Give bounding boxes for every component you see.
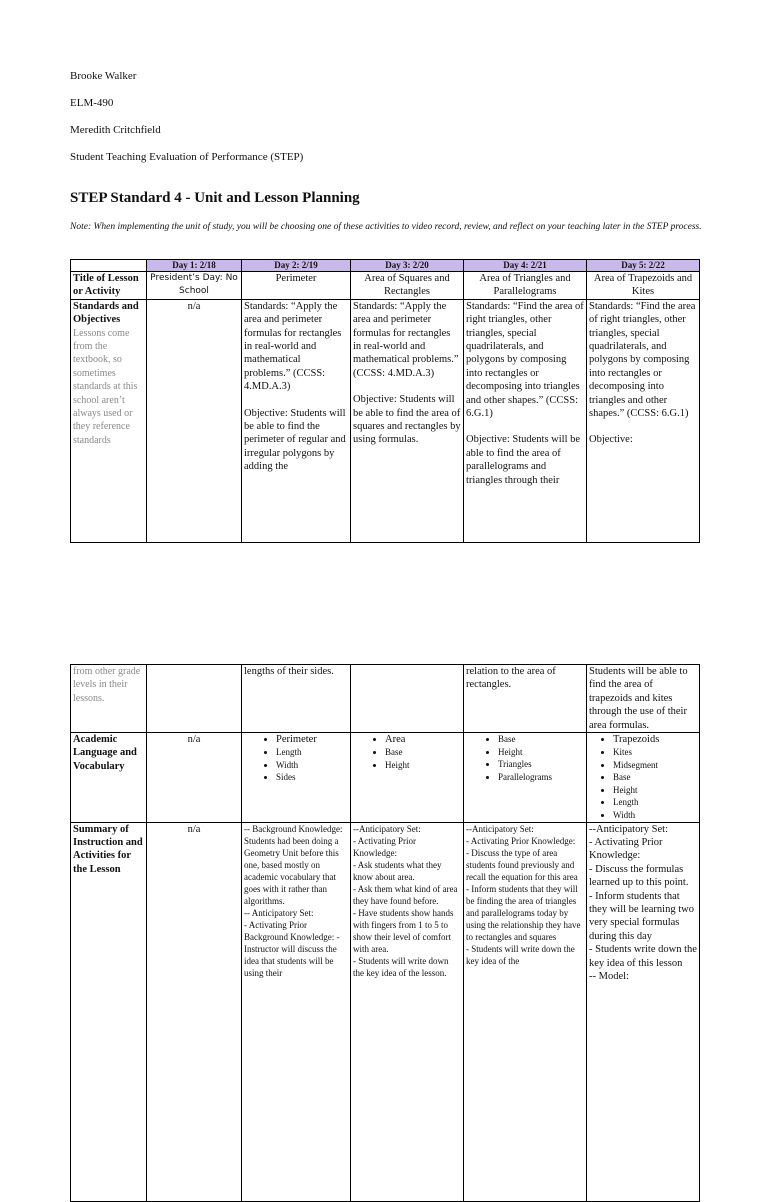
vocab-item: • Parallelograms (498, 771, 584, 784)
day-5-title: Area of Trapezoids and Kites (587, 272, 700, 300)
day-header-row (71, 260, 700, 272)
day-3-standards (351, 299, 464, 542)
vocab-item: • Trapezoids (613, 733, 697, 746)
vocabulary-row-label: Academic Language and Vocabulary (71, 733, 147, 823)
day-1-title (147, 272, 242, 300)
vocab-item: • Kites (613, 746, 697, 759)
standards-sublabel-continued: from other grade levels in their lessons. (71, 665, 147, 733)
day-5-vocabulary (587, 733, 700, 823)
vocab-item: • Sides (276, 771, 348, 784)
vocab-item: • Triangles (498, 758, 584, 771)
standards-row (71, 299, 700, 542)
day-4-vocabulary (464, 733, 587, 823)
vocab-item: • Height (498, 746, 584, 759)
day-2-standard-text: Standards: “Apply the area and perimeter formulas for rectangles in real-world and mathematical problems.” (CCSS: 4.MD.A.3) (244, 300, 342, 393)
summary-row-label: Summary of Instruction and Activities for the Lesson (71, 822, 147, 1201)
title-row-label: Title of Lesson or Activity (71, 272, 147, 300)
day-5-objective-continued: Students will be able to find the area of trapezoids and kites through the use of their area formulas. (587, 665, 700, 733)
standards-sublabel: Lessons come from the textbook, so sometimes standards at this school aren’t always used or they reference standards (73, 327, 138, 446)
day-5-standard-text: Standards: “Find the area of right triangles, other triangles, special quadrilaterals, and polygons by composing into rectangles or decomposing into triangles and other shapes.” (CCSS: 6.G.1) (589, 300, 696, 420)
note-text: Note: When implementing the unit of study, you will be choosing one of these activities to video record, review, and reflect on your teaching later in the STEP process. (70, 222, 702, 232)
vocab-item: • Length (613, 796, 697, 809)
day-3-standard-text: Standards: “Apply the area and perimeter formulas for rectangles in real-world and mathematical problems.” (CCSS: 4.MD.A.3) (353, 300, 459, 379)
day-2-vocabulary (242, 733, 351, 823)
vocab-item: • Width (613, 809, 697, 822)
day-1-summary: n/a (147, 822, 242, 1201)
summary-row (71, 822, 700, 1201)
day-2-standards (242, 299, 351, 542)
day-2-header: Day 2: 2/19 (242, 260, 351, 272)
student-name: Brooke Walker (70, 70, 137, 82)
day-5-standards (587, 299, 700, 542)
day-1-title-line-1: President’s Day: No (150, 273, 238, 283)
vocab-item: • Perimeter (276, 733, 348, 746)
day-4-title: Area of Triangles and Parallelograms (464, 272, 587, 300)
course-code: ELM-490 (70, 97, 114, 109)
day-4-standards (464, 299, 587, 542)
vocab-item: • Base (613, 771, 697, 784)
vocab-item: • Width (276, 759, 348, 772)
document-title: STEP Standard 4 - Unit and Lesson Planning (70, 190, 360, 206)
day-3-objective-continued (351, 665, 464, 733)
day-1-header: Day 1: 2/18 (147, 260, 242, 272)
standards-continued-row (71, 665, 700, 733)
vocab-item: • Height (385, 759, 461, 772)
vocabulary-row (71, 733, 700, 823)
vocab-item: • Height (613, 784, 697, 797)
day-5-header: Day 5: 2/22 (587, 260, 700, 272)
day-4-objective-continued: relation to the area of rectangles. (464, 665, 587, 733)
day-3-header: Day 3: 2/20 (351, 260, 464, 272)
day-4-header: Day 4: 2/21 (464, 260, 587, 272)
program-name: Student Teaching Evaluation of Performance (STEP) (70, 151, 304, 163)
standards-label: Standards and Objectives (73, 300, 139, 326)
day-2-summary: -- Background Knowledge: Students had been doing a Geometry Unit before this one, based mostly on academic vocabulary that goes with it rather than algorithms. -- Anticipatory Set: - Activating Prior Background Knowledge: - Instructor will discuss the idea that students will be using their (242, 822, 351, 1201)
day-2-objective-continued: lengths of their sides. (242, 665, 351, 733)
vocab-item: • Midsegment (613, 759, 697, 772)
day-2-title: Perimeter (242, 272, 351, 300)
corner-cell (71, 260, 147, 272)
day-5-summary: --Anticipatory Set: - Activating Prior Knowledge: - Discuss the formulas learned up to this point. - Inform students that they will be learning two very special formulas during this day - Students write down the key idea of this lesson -- Model: (587, 822, 700, 1201)
day-3-vocabulary (351, 733, 464, 823)
vocab-item: • Length (276, 746, 348, 759)
day-1-standards-continued (147, 665, 242, 733)
title-row (71, 272, 700, 300)
day-4-summary: --Anticipatory Set: - Activating Prior Knowledge: - Discuss the type of area students found previously and recall the equation for this area - Inform students that they will be finding the area of triangles and parallelograms today by using the relationship they have to rectangles and squares - Students will write down the key idea of the (464, 822, 587, 1201)
instructor-name: Meredith Critchfield (70, 124, 161, 136)
lesson-table-page-2 (70, 664, 700, 1202)
day-3-title: Area of Squares and Rectangles (351, 272, 464, 300)
day-4-standard-text: Standards: “Find the area of right triangles, other triangles, special quadrilaterals, and polygons by composing into rectangles or decomposing into triangles and other shapes.” (CCSS: 6.G.1) (466, 300, 584, 420)
vocab-item: • Area (385, 733, 461, 746)
day-3-objective-text: Objective: Students will be able to find the area of squares and rectangles by using formulas. (353, 394, 461, 446)
day-4-objective-text: Objective: Students will be able to find the area of parallelograms and triangles through their (466, 434, 581, 486)
day-1-standards: n/a (147, 299, 242, 542)
day-5-objective-text: Objective: (589, 434, 633, 446)
day-1-title-line-2: School (179, 286, 209, 297)
day-2-objective-text: Objective: Students will be able to find the perimeter of regular and irregular polygons by adding the (244, 407, 346, 473)
vocab-item: • Base (385, 746, 461, 759)
day-1-vocabulary: n/a (147, 733, 242, 823)
standards-row-label (71, 299, 147, 542)
lesson-table-page-1 (70, 259, 700, 543)
day-3-summary: --Anticipatory Set: - Activating Prior Knowledge: - Ask students what they know about area. - Ask them what kind of area they have found before. - Have students show hands with fingers from 1 to 5 to show their level of comfort with area. - Students will write down the key idea of the lesson. (351, 822, 464, 1201)
vocab-item: • Base (498, 733, 584, 746)
